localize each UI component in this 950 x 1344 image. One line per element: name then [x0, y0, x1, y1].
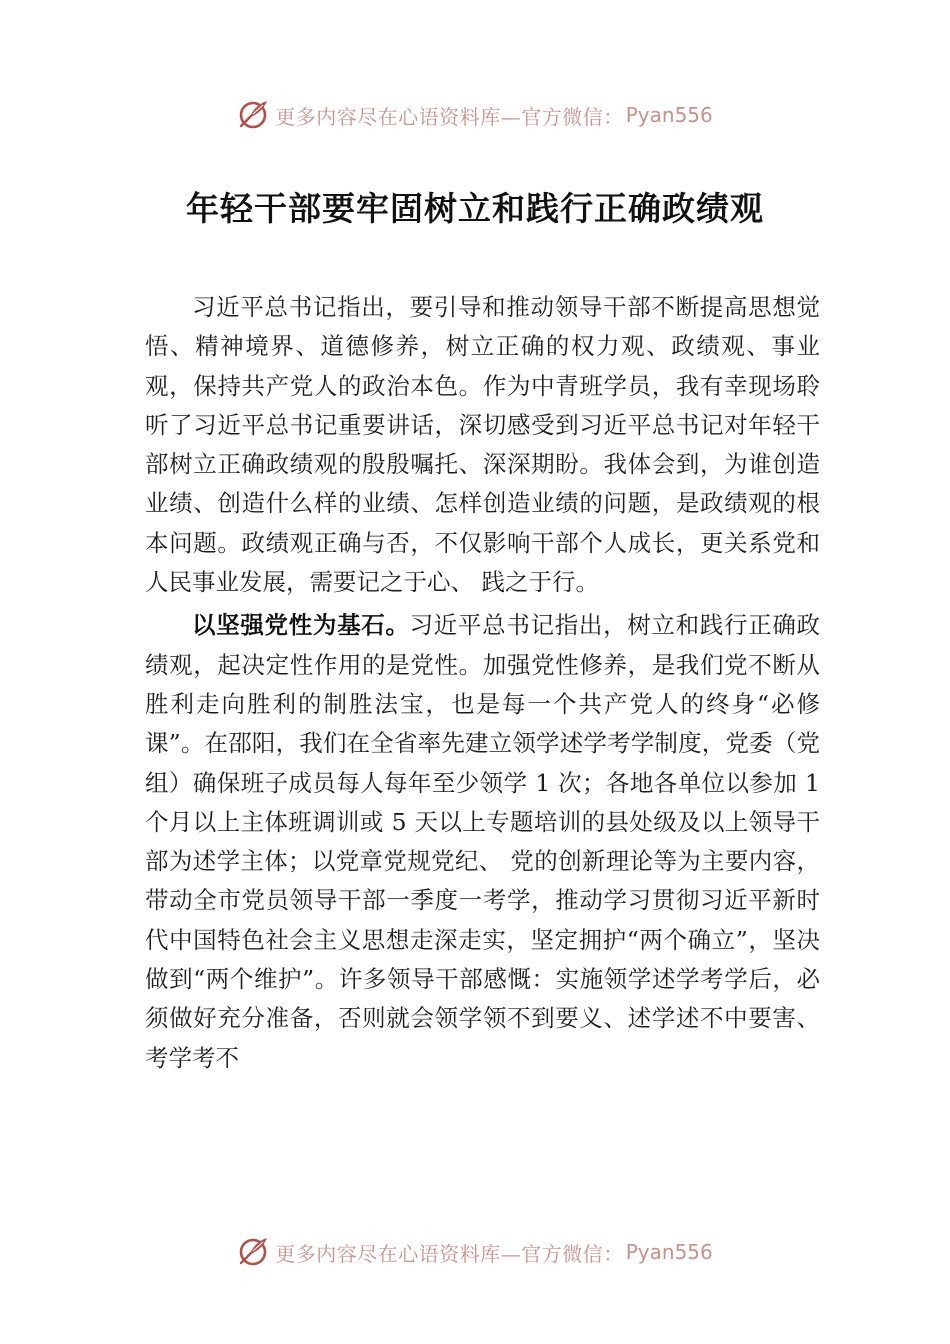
document-body — [145, 288, 820, 1078]
footer-banner — [0, 1232, 950, 1272]
banner-contact: Pyan556 — [625, 103, 713, 127]
paragraph-lead: 以坚强党性为基石。 — [192, 611, 410, 640]
banner-text: 更多内容尽在心语资料库—官方微信： — [275, 104, 624, 129]
paragraph — [145, 606, 820, 1078]
paragraph-text: 习近平总书记指出，树立和践行正确政绩观，起决定性作用的是党性。加强党性修养，是我们党不断从胜利走向胜利的制胜法宝，也是每一个共产党人的终身“必修课”。在邵阳，我们在全省率先建立领学述学考学制度，党委（党组）确保班子成员每人每年至少领学 1 次；各地各单位以参加 1 个月以上主体班调训或 5 天以上专题培训的县处级及以上领导干部为述学主体；以党章党规党纪、 党的创新理论等为主要内容，带动全市党员领导干部一季度一考学，推动学习贯彻习近平新时代中国特色社会主义思想走深走实，坚定拥护“两个确立”，坚决做到“两个维护”。许多领导干部感慨：实施领学述学考学后，必须做好充分准备，否则就会领学领不到要义、述学述不中要害、考学考不 — [145, 611, 821, 1072]
banner-contact: Pyan556 — [625, 1240, 713, 1264]
banner-text: 更多内容尽在心语资料库—官方微信： — [275, 1241, 624, 1266]
quill-pen-logo-icon — [237, 99, 269, 131]
quill-pen-logo-icon — [237, 1236, 269, 1268]
paragraph-text: 习近平总书记指出，要引导和推动领导干部不断提高思想觉悟、精神境界、道德修养，树立正确的权力观、政绩观、事业观，保持共产党人的政治本色。作为中青班学员，我有幸现场聆听了习近平总书记重要讲话，深切感受到习近平总书记对年轻干部树立正确政绩观的殷殷嘱托、深深期盼。我体会到，为谁创造业绩、创造什么样的业绩、怎样创造业绩的问题，是政绩观的根本问题。政绩观正确与否，不仅影响干部个人成长，更关系党和人民事业发展，需要记之于心、 践之于行。 — [145, 293, 820, 597]
header-banner — [0, 95, 950, 135]
document-title: 年轻干部要牢固树立和践行正确政绩观 — [186, 189, 764, 228]
paragraph — [145, 288, 820, 602]
